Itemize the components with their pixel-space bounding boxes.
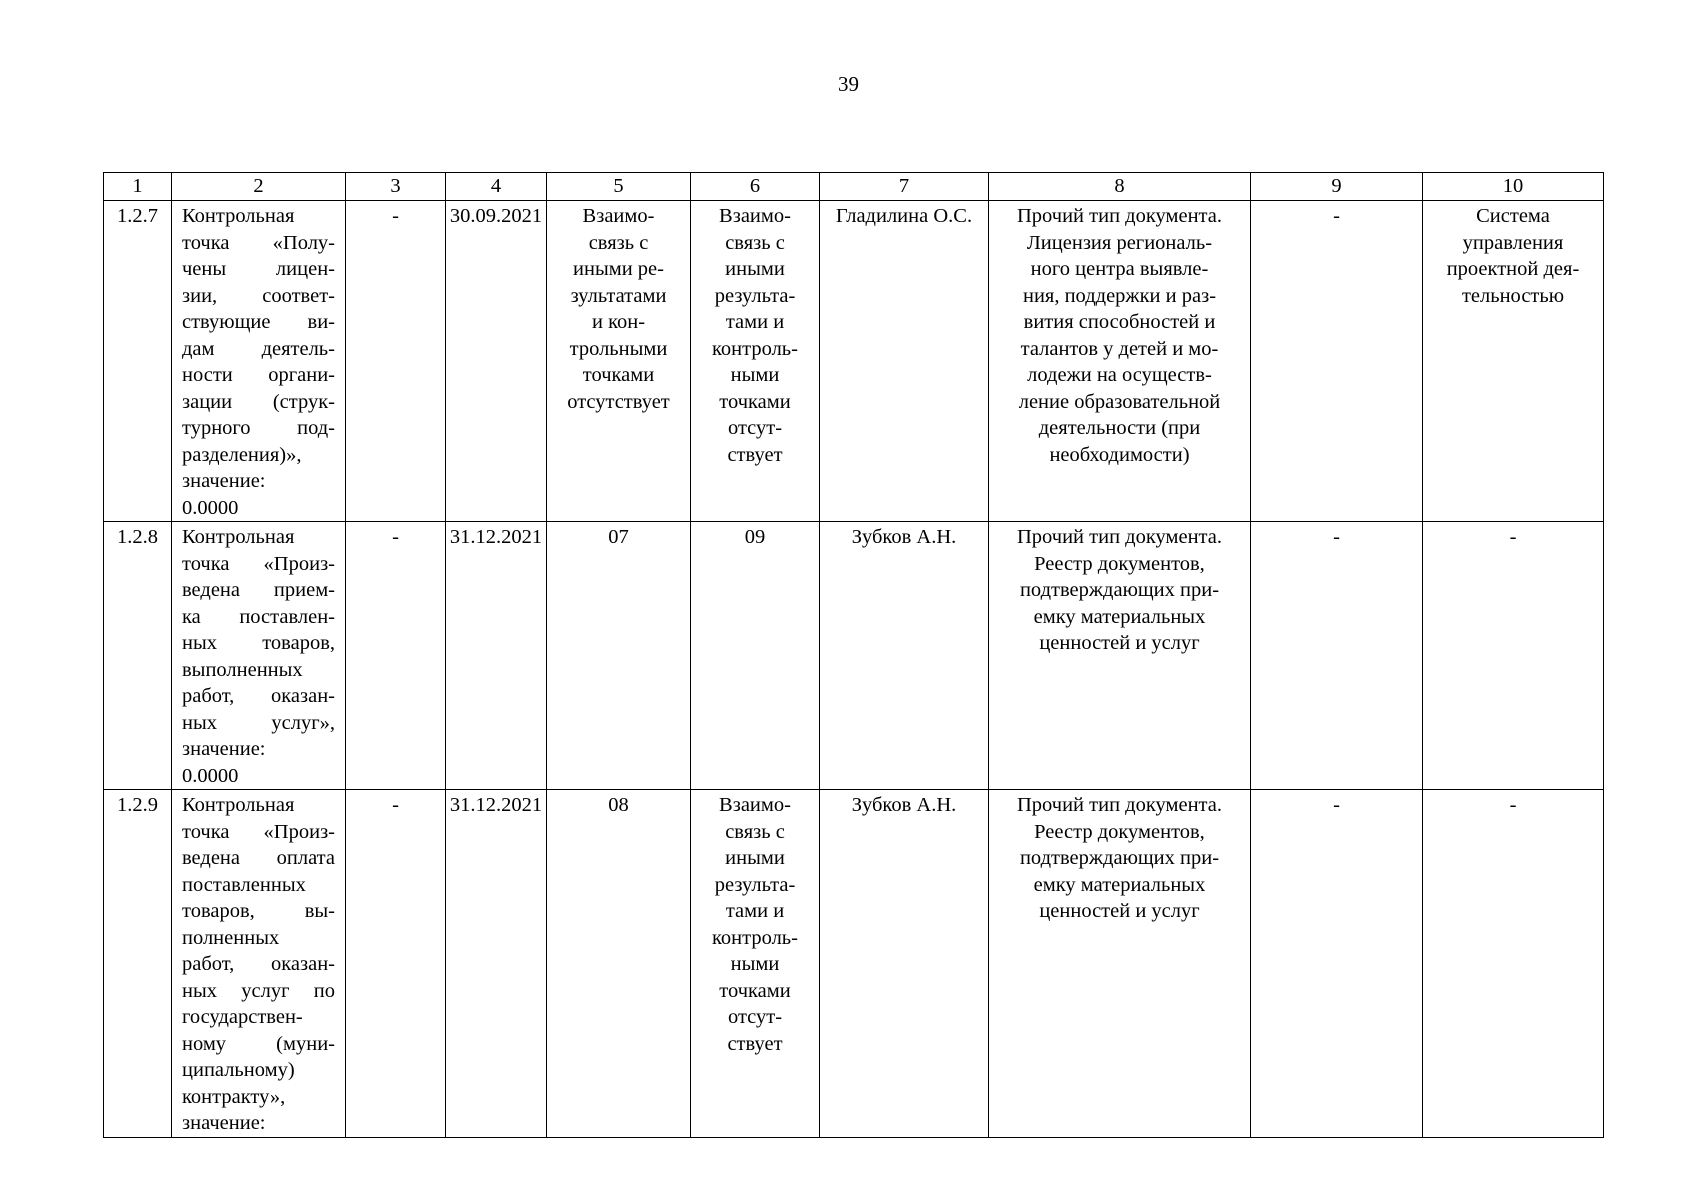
column-3-cell-text: -	[392, 526, 399, 548]
column-header-1: 1	[104, 173, 172, 201]
control-point-description-cell-line: 0.0000	[182, 764, 239, 787]
column-5-cell-line: Взаимо-	[582, 205, 655, 227]
responsible-person-cell	[820, 522, 989, 790]
document-type-cell	[989, 522, 1251, 790]
column-10-cell-line: тельностью	[1461, 284, 1565, 307]
control-point-description-cell-line: зации (струк-	[182, 390, 335, 413]
column-5-cell-line: зультатами	[570, 284, 667, 307]
document-type-cell-line: емку материальных	[1033, 873, 1206, 896]
item-number-cell-text: 1.2.7	[117, 205, 158, 227]
document-type-cell-line: Реестр документов,	[1034, 552, 1205, 575]
column-10-cell	[1423, 522, 1604, 790]
responsible-person-cell	[820, 790, 989, 1138]
document-type-cell	[989, 201, 1251, 522]
column-number-header-row	[104, 173, 1604, 201]
control-point-description-cell-line: ных услуг»,	[182, 711, 335, 734]
control-point-description-cell-line: ных товаров,	[182, 632, 335, 654]
column-3-cell-text: -	[392, 205, 399, 227]
document-type-cell-line: ния, поддержки и раз-	[1022, 284, 1217, 307]
column-10-cell-line: Система	[1476, 205, 1550, 227]
control-point-description-cell-line: точка «Произ-	[182, 820, 335, 843]
column-6-cell-line: 09	[744, 526, 766, 548]
control-point-description-cell-line: работ, оказан-	[182, 953, 335, 975]
column-6-cell-line: Взаимо-	[719, 794, 791, 816]
column-9-cell-text: -	[1333, 205, 1340, 227]
column-3-cell-text: -	[392, 794, 399, 816]
control-point-description-cell-line: чены лицен-	[182, 258, 335, 280]
column-6-cell-line: ными	[730, 364, 780, 386]
control-point-description-cell-line: значение:	[182, 1112, 266, 1134]
column-6-cell-line: ствует	[727, 443, 783, 466]
control-point-description-cell-line: ных услуг по	[182, 979, 335, 1002]
table-row	[104, 790, 1604, 1138]
column-header-6: 6	[691, 173, 820, 201]
column-9-cell-text: -	[1333, 526, 1340, 548]
column-6-cell-line: результа-	[714, 284, 796, 307]
item-number-cell-text: 1.2.8	[117, 526, 158, 548]
deadline-date-cell	[446, 201, 547, 522]
column-10-cell-line: -	[1509, 526, 1517, 548]
control-point-description-cell	[172, 790, 346, 1138]
column-10-cell	[1423, 790, 1604, 1138]
column-6-cell-line: Взаимо-	[719, 205, 791, 227]
column-3-cell	[346, 201, 446, 522]
document-type-cell-line: Прочий тип документа.	[1017, 205, 1222, 227]
column-6-cell-line: отсут-	[727, 1006, 783, 1028]
column-6-cell-line: связь с	[725, 231, 785, 254]
column-5-cell	[547, 201, 691, 522]
column-10-cell-line: проектной дея-	[1446, 258, 1580, 280]
responsible-person-cell-text: Гладилина О.С.	[835, 205, 973, 227]
column-6-cell-line: ными	[730, 953, 780, 975]
control-point-description-cell-line: значение:	[182, 470, 266, 492]
control-point-description-cell-line: Контрольная	[182, 794, 295, 816]
control-point-description-cell-line: ведена оплата	[182, 847, 335, 869]
column-6-cell-line: отсут-	[727, 417, 783, 439]
column-5-cell-line: отсутствует	[567, 390, 670, 413]
control-point-description-cell-line: разделения)»,	[182, 443, 302, 466]
table-row	[104, 522, 1604, 790]
document-type-cell-line: деятельности (при	[1038, 417, 1201, 439]
item-number-cell	[104, 201, 172, 522]
column-header-4: 4	[446, 173, 547, 201]
column-9-cell	[1251, 201, 1423, 522]
document-type-cell-line: Реестр документов,	[1034, 820, 1205, 843]
column-6-cell	[691, 522, 820, 790]
deadline-date-cell-text: 30.09.2021	[449, 205, 543, 227]
column-6-cell-line: иными	[725, 847, 785, 869]
column-6-cell-line: контроль-	[712, 337, 798, 360]
document-type-cell-line: лодежи на осуществ-	[1027, 364, 1212, 386]
control-point-description-cell-line: дам деятель-	[182, 337, 335, 360]
control-point-description-cell-line: контракту»,	[182, 1085, 286, 1108]
control-point-description-cell-line: точка «Произ-	[182, 552, 335, 575]
control-point-description-cell-line: точка «Полу-	[182, 231, 335, 254]
control-point-description-cell-line: зии, соответ-	[182, 284, 335, 307]
control-point-description-cell-line: выполненных	[182, 658, 303, 681]
document-type-cell-line: Прочий тип документа.	[1017, 526, 1222, 548]
control-point-description-cell-line: работ, оказан-	[182, 685, 335, 707]
column-5-cell-line: связь с	[588, 231, 649, 254]
page-number: 39	[838, 72, 859, 96]
column-5-cell	[547, 790, 691, 1138]
document-type-cell	[989, 790, 1251, 1138]
item-number-cell	[104, 790, 172, 1138]
column-10-cell-line: -	[1509, 794, 1517, 816]
document-type-cell-line: ного центра выявле-	[1030, 258, 1209, 280]
column-10-cell	[1423, 201, 1604, 522]
column-header-3: 3	[346, 173, 446, 201]
control-point-description-cell-line: ствующие ви-	[182, 311, 335, 333]
column-6-cell-line: тами и	[725, 900, 785, 922]
control-point-description-cell-line: государствен-	[182, 1006, 303, 1028]
control-point-description-cell-line: поставленных	[182, 873, 306, 896]
deadline-date-cell-text: 31.12.2021	[449, 794, 543, 816]
column-9-cell	[1251, 790, 1423, 1138]
control-points-table	[103, 172, 1604, 1138]
responsible-person-cell-text: Зубков А.Н.	[851, 526, 957, 548]
column-5-cell-line: 07	[608, 526, 629, 548]
column-6-cell-line: точками	[719, 390, 791, 413]
column-header-5: 5	[547, 173, 691, 201]
column-header-8: 8	[989, 173, 1251, 201]
column-6-cell-line: ствует	[727, 1032, 783, 1055]
column-header-7: 7	[820, 173, 989, 201]
control-point-description-cell-line: значение:	[182, 738, 266, 760]
column-10-cell-line: управления	[1462, 231, 1564, 254]
column-5-cell-line: 08	[608, 794, 629, 816]
column-header-9: 9	[1251, 173, 1423, 201]
column-9-cell-text: -	[1333, 794, 1340, 816]
column-3-cell	[346, 790, 446, 1138]
document-type-cell-line: ценностей и услуг	[1039, 632, 1200, 654]
responsible-person-cell	[820, 201, 989, 522]
control-point-description-cell-line: ведена прием-	[182, 579, 335, 601]
control-point-description-cell-line: ному (муни-	[182, 1032, 335, 1055]
control-point-description-cell	[172, 201, 346, 522]
column-6-cell-line: связь с	[725, 820, 785, 843]
document-type-cell-line: емку материальных	[1033, 605, 1206, 628]
control-point-description-cell-line: Контрольная	[182, 526, 295, 548]
document-type-cell-line: ценностей и услуг	[1039, 900, 1200, 922]
column-header-10: 10	[1423, 173, 1604, 201]
column-5-cell	[547, 522, 691, 790]
column-6-cell-line: иными	[725, 258, 785, 280]
document-type-cell-line: ление образовательной	[1018, 390, 1221, 413]
document-type-cell-line: подтверждающих при-	[1019, 847, 1220, 869]
control-point-description-cell-line: Контрольная	[182, 205, 295, 227]
document-type-cell-line: Прочий тип документа.	[1017, 794, 1222, 816]
column-5-cell-line: трольными	[569, 337, 668, 360]
deadline-date-cell-text: 31.12.2021	[449, 526, 543, 548]
column-6-cell-line: точками	[719, 979, 791, 1002]
column-6-cell-line: результа-	[714, 873, 796, 896]
control-point-description-cell-line: полненных	[182, 926, 280, 949]
column-6-cell-line: тами и	[725, 311, 785, 333]
deadline-date-cell	[446, 522, 547, 790]
control-point-description-cell-line: ципальному)	[182, 1059, 295, 1081]
column-header-2: 2	[172, 173, 346, 201]
column-6-cell	[691, 790, 820, 1138]
deadline-date-cell	[446, 790, 547, 1138]
item-number-cell-text: 1.2.9	[117, 794, 158, 816]
column-3-cell	[346, 522, 446, 790]
control-point-description-cell-line: товаров, вы-	[182, 900, 335, 922]
control-point-description-cell-line: ности органи-	[182, 364, 335, 386]
column-5-cell-line: и кон-	[591, 311, 646, 333]
responsible-person-cell-text: Зубков А.Н.	[851, 794, 957, 816]
document-type-cell-line: подтверждающих при-	[1019, 579, 1220, 601]
column-6-cell-line: контроль-	[712, 926, 798, 949]
item-number-cell	[104, 522, 172, 790]
column-5-cell-line: точками	[582, 364, 655, 386]
control-point-description-cell-line: 0.0000	[182, 496, 239, 519]
control-point-description-cell-line: ка поставлен-	[182, 605, 335, 628]
control-point-description-cell-line: турного под-	[182, 417, 335, 439]
column-9-cell	[1251, 522, 1423, 790]
document-type-cell-line: Лицензия региональ-	[1026, 231, 1213, 254]
control-point-description-cell	[172, 522, 346, 790]
document-type-cell-line: талантов у детей и мо-	[1020, 337, 1219, 360]
table-row	[104, 201, 1604, 522]
document-type-cell-line: необходимости)	[1049, 443, 1190, 466]
column-6-cell	[691, 201, 820, 522]
document-type-cell-line: вития способностей и	[1023, 311, 1216, 333]
column-5-cell-line: иными ре-	[573, 258, 664, 280]
